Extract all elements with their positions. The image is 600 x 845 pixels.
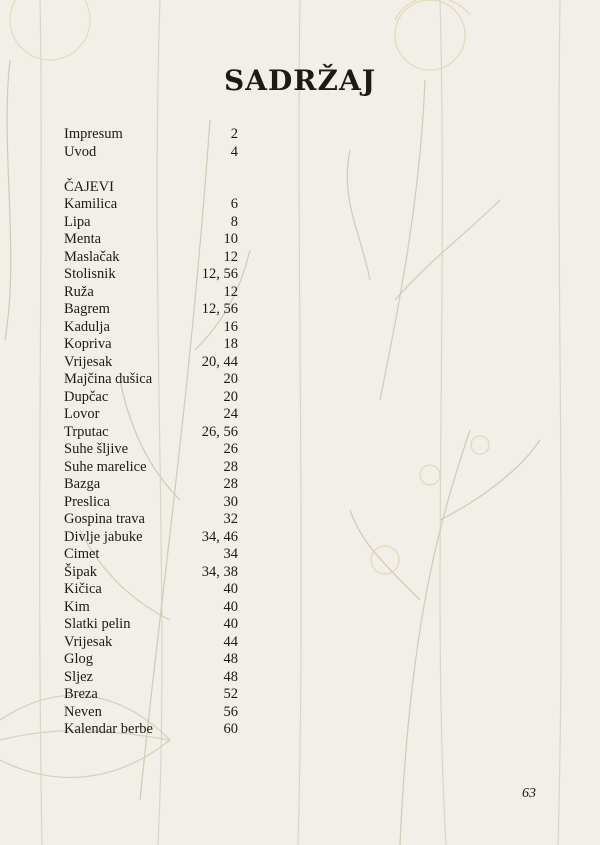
toc-row[interactable] (64, 319, 238, 337)
toc-page: 52 (223, 686, 238, 702)
toc-row[interactable] (64, 424, 238, 442)
toc-entries (64, 196, 238, 739)
toc-label: Kamilica (64, 196, 118, 212)
toc-row[interactable] (64, 529, 238, 547)
toc-row[interactable] (64, 406, 238, 424)
toc-page: 34 (223, 546, 238, 562)
toc-label: Slatki pelin (64, 616, 131, 632)
toc-row[interactable] (64, 144, 238, 162)
toc-page: 40 (223, 581, 238, 597)
toc-row[interactable] (64, 249, 238, 267)
toc-page: 48 (223, 651, 238, 667)
toc-label: Šipak (64, 563, 98, 580)
toc-row[interactable] (64, 669, 238, 687)
toc-page: 12 (223, 248, 238, 265)
toc-page: 44 (223, 633, 238, 650)
toc-page: 2 (230, 126, 238, 142)
toc-row[interactable] (64, 616, 238, 634)
toc-row[interactable] (64, 284, 238, 302)
toc-page: 56 (223, 703, 238, 720)
toc-label: Kopriva (64, 336, 112, 352)
toc-row[interactable] (64, 231, 238, 249)
toc-label: Breza (64, 686, 98, 702)
toc-row[interactable] (64, 459, 238, 477)
page-number: 63 (522, 786, 536, 801)
toc-label: Suhe šljive (64, 441, 129, 457)
toc-page: 40 (223, 598, 238, 615)
toc-label: Vrijesak (64, 353, 113, 370)
toc-page: 26 (223, 441, 238, 457)
toc-label: Kalendar berbe (64, 721, 153, 737)
toc-label: Gospina trava (64, 511, 145, 527)
toc-page: 48 (223, 668, 238, 685)
toc-label: Neven (64, 703, 102, 720)
toc-label: Preslica (64, 493, 110, 510)
toc-row[interactable] (64, 476, 238, 494)
toc-label: Divlje jabuke (64, 528, 143, 545)
toc-label: Ruža (64, 283, 94, 300)
toc-page: 20 (223, 371, 238, 387)
toc-row[interactable] (64, 266, 238, 284)
toc-label: Stolisnik (64, 266, 116, 282)
toc-label: Suhe marelice (64, 458, 147, 475)
toc-row[interactable] (64, 196, 238, 214)
toc-row[interactable] (64, 336, 238, 354)
spacer (64, 161, 238, 179)
toc-page: 20 (223, 388, 238, 405)
toc-label: Lipa (64, 213, 91, 230)
toc-page: 6 (230, 196, 238, 212)
toc-page: 40 (223, 616, 238, 632)
toc-row[interactable] (64, 651, 238, 669)
toc-page: 8 (230, 213, 238, 230)
toc-row[interactable] (64, 371, 238, 389)
toc-label: Bazga (64, 476, 101, 492)
toc-page: 18 (223, 336, 238, 352)
toc-label: Kičica (64, 581, 102, 597)
toc-row[interactable] (64, 581, 238, 599)
toc-label: Majčina dušica (64, 371, 153, 387)
toc-page: 26, 56 (201, 423, 238, 440)
section-heading: ČAJEVI (64, 178, 114, 195)
toc-row[interactable] (64, 546, 238, 564)
toc-row[interactable] (64, 634, 238, 652)
toc-row[interactable] (64, 599, 238, 617)
toc-label: Maslačak (64, 248, 120, 265)
toc-label: Bagrem (64, 301, 110, 317)
toc-label: Kim (64, 598, 90, 615)
page-title: SADRŽAJ (224, 64, 376, 97)
toc-row[interactable] (64, 564, 238, 582)
toc-label: Trputac (64, 423, 109, 440)
toc-page: 34, 46 (201, 528, 238, 545)
toc-label: Vrijesak (64, 633, 113, 650)
toc-page: 10 (223, 231, 238, 247)
toc-label: Menta (64, 231, 102, 247)
toc-page: 12, 56 (201, 266, 238, 282)
toc-row[interactable] (64, 704, 238, 722)
toc-page: 28 (223, 458, 238, 475)
toc-page: 4 (230, 143, 238, 160)
toc-label: Lovor (64, 406, 100, 422)
toc-row[interactable] (64, 389, 238, 407)
toc-label: Dupčac (64, 388, 109, 405)
toc-label: Cimet (64, 546, 100, 562)
toc-label: Glog (64, 651, 93, 667)
toc-row[interactable] (64, 441, 238, 459)
toc-label: Impresum (64, 126, 123, 142)
toc-label: Kadulja (64, 318, 110, 335)
toc-page: 12 (223, 283, 238, 300)
toc-page: 28 (223, 476, 238, 492)
toc-row[interactable] (64, 511, 238, 529)
toc-page: 32 (223, 511, 238, 527)
table-of-contents (64, 126, 238, 739)
toc-row[interactable] (64, 494, 238, 512)
toc-row[interactable] (64, 126, 238, 144)
toc-page: 60 (223, 721, 238, 737)
toc-row[interactable] (64, 354, 238, 372)
toc-page: 12, 56 (201, 301, 238, 317)
toc-row[interactable] (64, 686, 238, 704)
toc-page: 16 (223, 318, 238, 335)
toc-row[interactable] (64, 301, 238, 319)
toc-label: Sljez (64, 668, 93, 685)
toc-row[interactable] (64, 214, 238, 232)
toc-page: 30 (223, 493, 238, 510)
toc-row[interactable] (64, 721, 238, 739)
toc-label: Uvod (64, 143, 97, 160)
toc-page: 24 (223, 406, 238, 422)
toc-page: 34, 38 (201, 563, 238, 580)
toc-page: 20, 44 (201, 353, 238, 370)
